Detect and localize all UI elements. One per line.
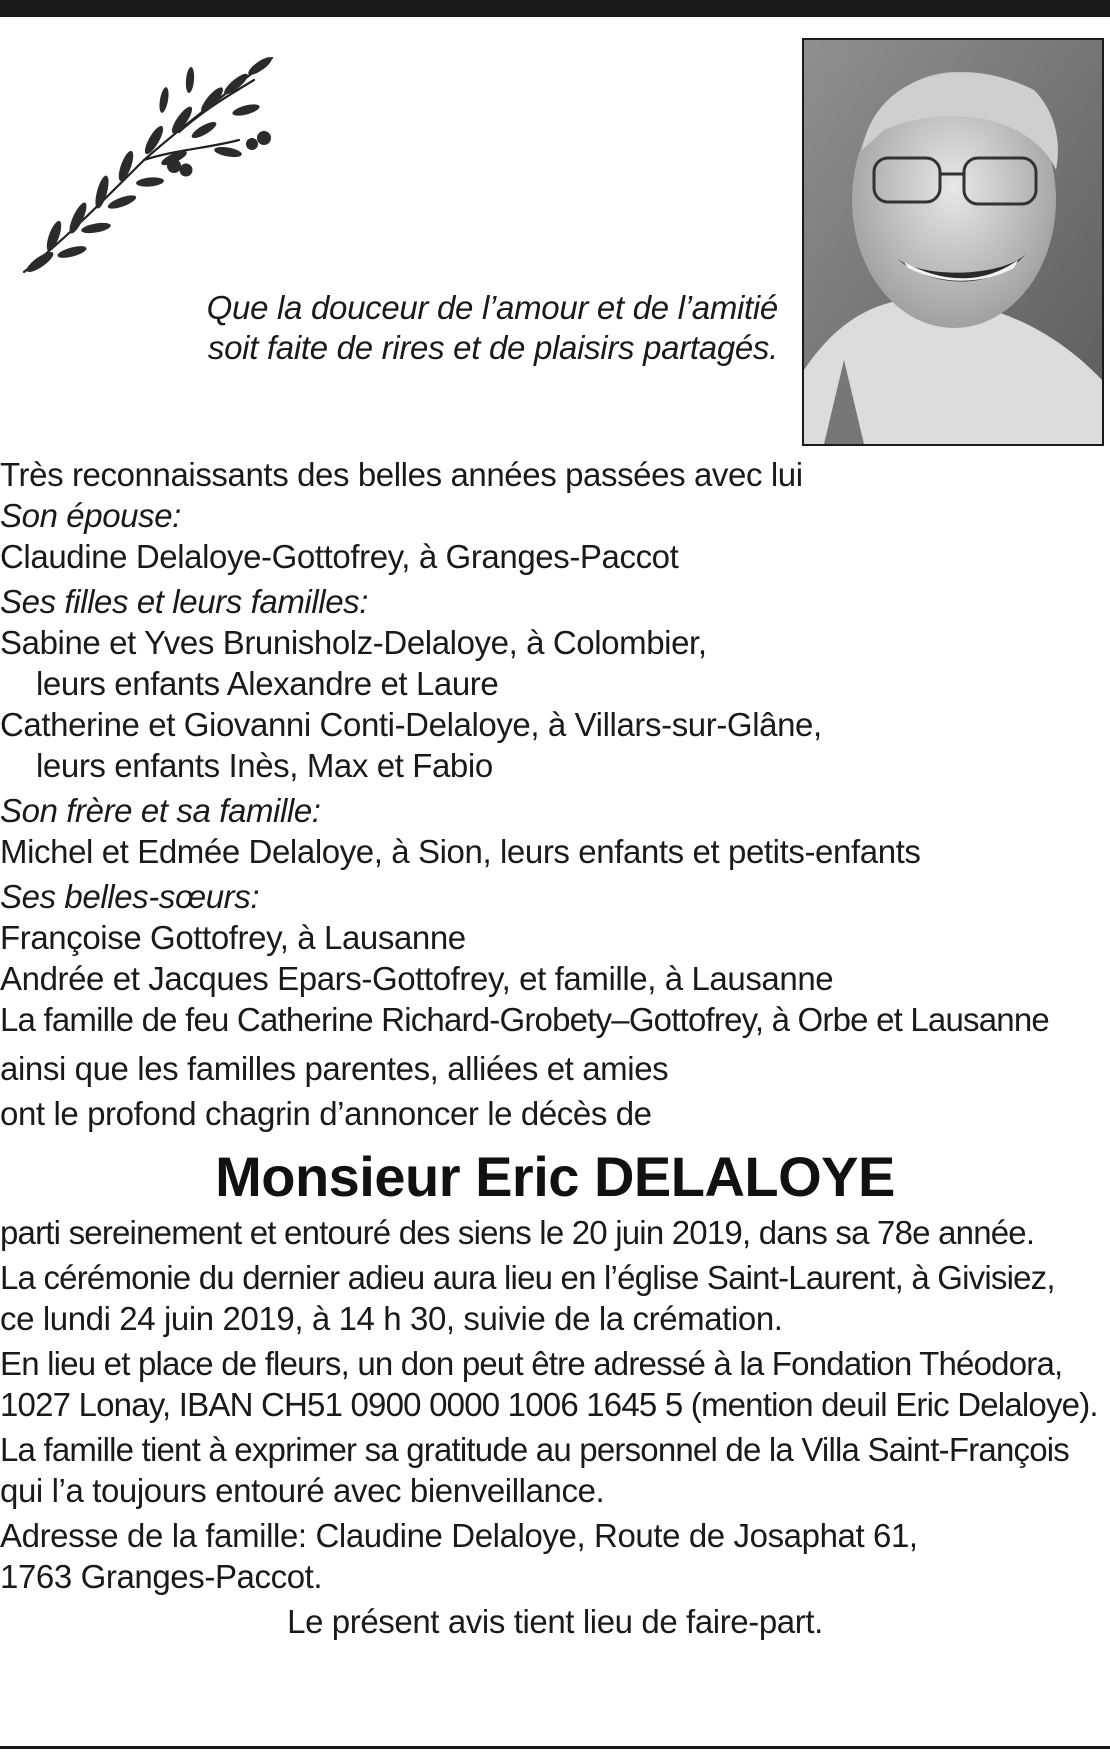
portrait-photo (802, 38, 1104, 446)
epigraph-quote (207, 288, 778, 368)
address-line-2: 1763 Granges-Paccot. (0, 1558, 323, 1595)
gratitude-line-2: qui l’a toujours entouré avec bienveillance. (0, 1472, 605, 1509)
obituary-body (0, 454, 1110, 1642)
announce-line-2: ont le profond chagrin d’annoncer le décès de (0, 1095, 652, 1132)
passing-line: parti sereinement et entouré des siens le 20 juin 2019, dans sa 78e année. (0, 1214, 1035, 1251)
brother-line: Michel et Edmée Delaloye, à Sion, leurs enfants et petits-enfants (0, 833, 921, 870)
donation-line-2: 1027 Lonay, IBAN CH51 0900 0000 1006 1645 5 (mention deuil Eric Delaloye). (0, 1386, 1098, 1423)
daughter-2-line: Catherine et Giovanni Conti-Delaloye, à Villars-sur-Glâne, (0, 706, 822, 743)
deceased-name: Monsieur Eric DELALOYE (215, 1145, 895, 1208)
closing-line: Le présent avis tient lieu de faire-part. (287, 1603, 823, 1640)
ceremony-line-1: La cérémonie du dernier adieu aura lieu en l’église Saint-Laurent, à Givisiez, (0, 1259, 1055, 1296)
gratitude-line-1: La famille tient à exprimer sa gratitude au personnel de la Villa Saint-François (0, 1431, 1069, 1468)
intro-line: Très reconnaissants des belles années passées avec lui (0, 456, 803, 493)
announce-line-1: ainsi que les familles parentes, alliées et amies (0, 1050, 669, 1087)
sister-1-line: Françoise Gottofrey, à Lausanne (0, 919, 466, 956)
daughter-1-line: Sabine et Yves Brunisholz-Delaloye, à Colombier, (0, 624, 707, 661)
address-line-1: Adresse de la famille: Claudine Delaloye, Route de Josaphat 61, (0, 1517, 918, 1554)
quote-line-2: soit faite de rires et de plaisirs partagés. (207, 329, 778, 366)
daughter-1-children: leurs enfants Alexandre et Laure (36, 665, 499, 702)
daughters-heading: Ses filles et leurs familles: (0, 583, 369, 620)
quote-line-1: Que la douceur de l’amour et de l’amitié (206, 289, 778, 326)
sister-2-line: Andrée et Jacques Epars-Gottofrey, et famille, à Lausanne (0, 960, 834, 997)
spouse-heading: Son épouse: (0, 497, 181, 534)
brother-heading: Son frère et sa famille: (0, 792, 321, 829)
ceremony-line-2: ce lundi 24 juin 2019, à 14 h 30, suivie de la crémation. (0, 1300, 783, 1337)
sisters-heading: Ses belles-sœurs: (0, 878, 260, 915)
donation-line-1: En lieu et place de fleurs, un don peut être adressé à la Fondation Théodora, (0, 1345, 1063, 1382)
bottom-rule (0, 1746, 1110, 1749)
sister-3-line: La famille de feu Catherine Richard-Grobety–Gottofrey, à Orbe et Lausanne (0, 1001, 1049, 1038)
olive-branch-icon (14, 40, 294, 290)
daughter-2-children: leurs enfants Inès, Max et Fabio (36, 747, 493, 784)
top-rule (0, 0, 1110, 17)
spouse-line: Claudine Delaloye-Gottofrey, à Granges-Paccot (0, 538, 679, 575)
